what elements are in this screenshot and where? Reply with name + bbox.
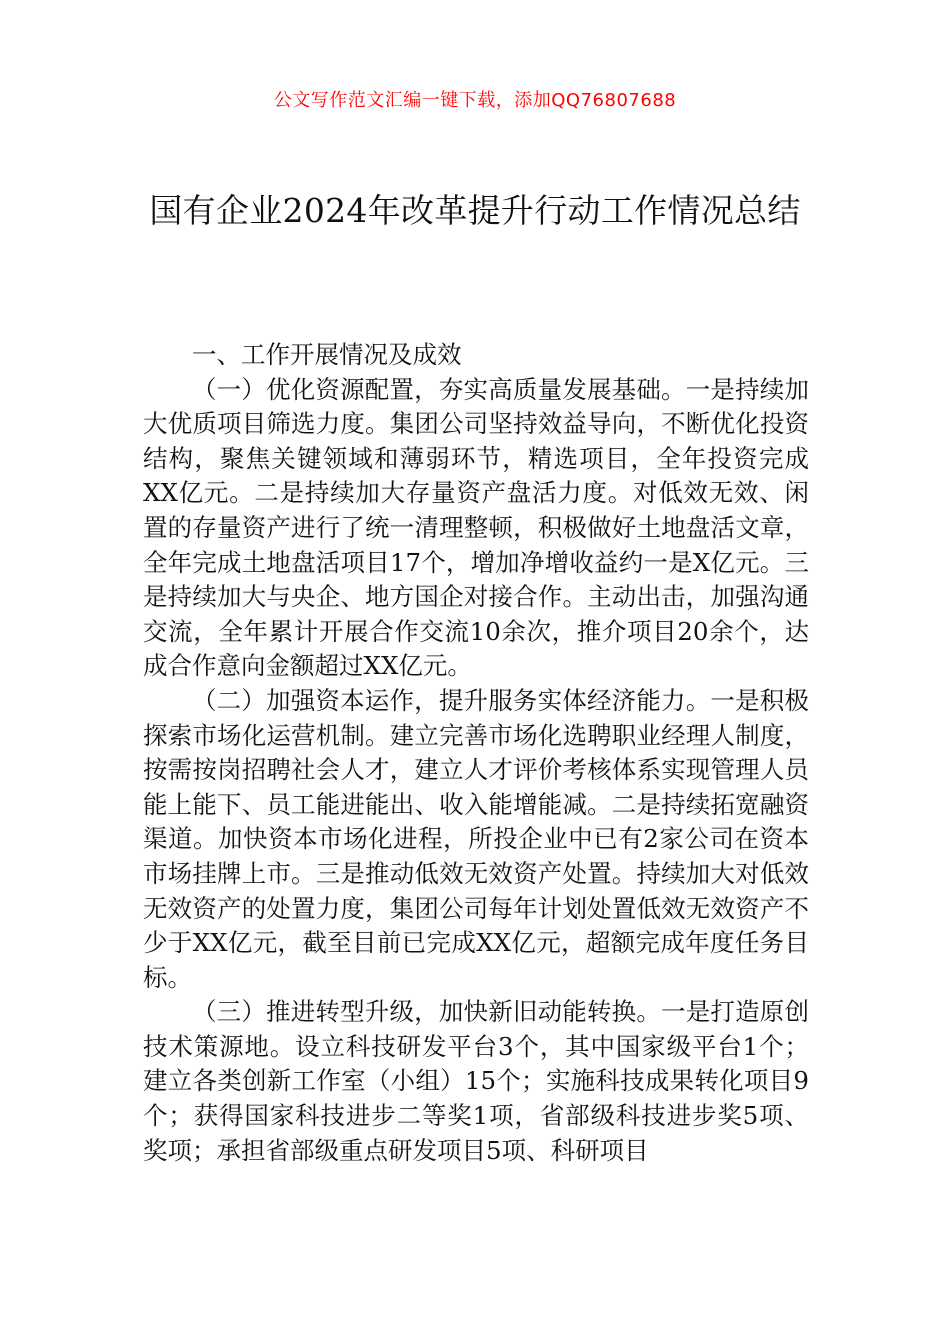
body-paragraph: （一）优化资源配置，夯实高质量发展基础。一是持续加大优质项目筛选力度。集团公司坚持效益导向，不断优化投资结构，聚焦关键领域和薄弱环节，精选项目，全年投资完成XX亿元。二是持续加大存量资产盘活力度。对低效无效、闲置的存量资产进行了统一清理整顿，积极做好土地盘活文章，全年完成土地盘活项目17个，增加净增收益约一是X亿元。三是持续加大与央企、地方国企对接合作。主动出击，加强沟通交流，全年累计开展合作交流10余次，推介项目20余个，达成合作意向金额超过XX亿元。	[143, 374, 809, 681]
document-body	[143, 338, 809, 1168]
body-paragraph: （三）推进转型升级，加快新旧动能转换。一是打造原创技术策源地。设立科技研发平台3个，其中国家级平台1个；建立各类创新工作室（小组）15个；实施科技成果转化项目9个；获得国家科技进步二等奖1项，省部级科技进步奖5项、奖项；承担省部级重点研发项目5项、科研项目	[143, 997, 809, 1165]
body-paragraph: （二）加强资本运作，提升服务实体经济能力。一是积极探索市场化运营机制。建立完善市场化选聘职业经理人制度，按需按岗招聘社会人才，建立人才评价考核体系实现管理人员能上能下、员工能进能出、收入能增能减。二是持续拓宽融资渠道。加快资本市场化进程，所投企业中已有2家公司在资本市场挂牌上市。三是推动低效无效资产处置。持续加大对低效无效资产的处置力度，集团公司每年计划处置低效无效资产不少于XX亿元，截至目前已完成XX亿元，超额完成年度任务目标。	[143, 685, 809, 992]
document-title: 国有企业2024年改革提升行动工作情况总结	[149, 191, 801, 230]
section-heading: 一、工作开展情况及成效	[192, 340, 462, 369]
header-download-note: 公文写作范文汇编一键下载，添加QQ76807688	[273, 90, 677, 111]
